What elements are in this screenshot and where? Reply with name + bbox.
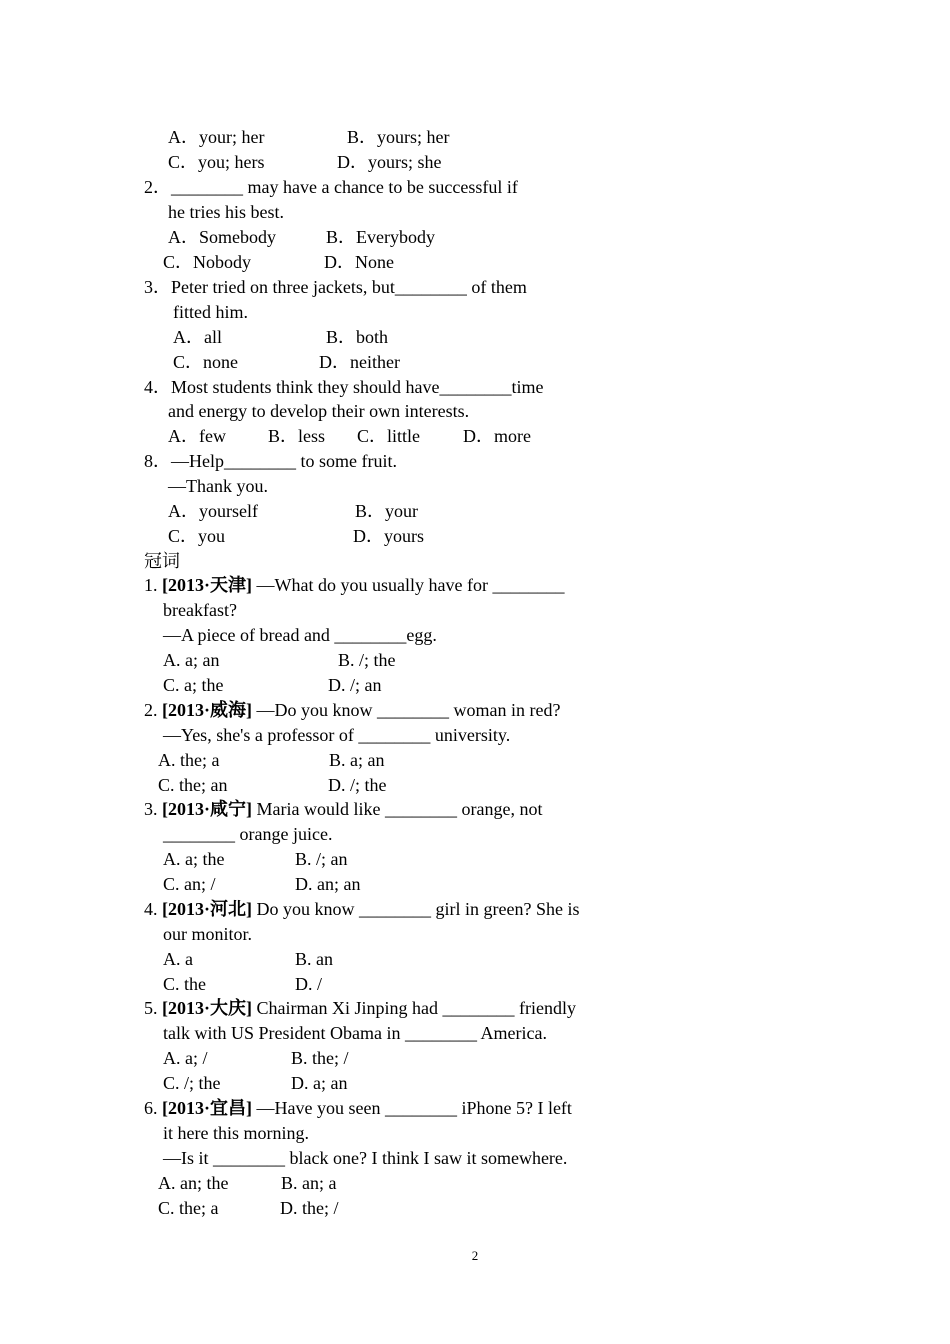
question-stem-cont: —A piece of bread and ________egg. (163, 625, 437, 645)
question-stem: 4. [2013·河北] Do you know ________ girl in green? She is (144, 899, 580, 919)
option-a: A．few (168, 426, 226, 446)
option-c: C．none (173, 352, 238, 372)
question-stem: 4．Most students think they should have________time (144, 377, 544, 397)
option-a: A. a (163, 949, 193, 969)
question-stem-cont: breakfast? (163, 600, 237, 620)
option-a: A. a; / (163, 1048, 208, 1068)
option-d: D．more (463, 426, 531, 446)
question-stem: 5. [2013·大庆] Chairman Xi Jinping had ________ friendly (144, 998, 576, 1018)
source-tag: [2013·威海] (162, 700, 252, 720)
option-b: B. a; an (329, 750, 385, 770)
question-stem-cont: —Thank you. (168, 476, 268, 496)
question-stem-cont: and energy to develop their own interests. (168, 401, 470, 421)
option-a: A. a; an (163, 650, 220, 670)
option-d: D. the; / (280, 1198, 339, 1218)
option-c: C．you (168, 526, 226, 546)
option-b: B. an (295, 949, 333, 969)
option-d: D．None (324, 252, 394, 272)
option-b: B．yours; her (347, 127, 450, 147)
option-d: D. /; the (328, 775, 387, 795)
option-b: B．your (355, 501, 418, 521)
section-heading: 冠词 (144, 551, 180, 571)
source-tag: [2013·天津] (162, 575, 252, 595)
option-b: B. the; / (291, 1048, 349, 1068)
option-c: C. an; / (163, 874, 216, 894)
option-b: B．Everybody (326, 227, 435, 247)
option-d: D. / (295, 974, 322, 994)
option-b: B. /; the (338, 650, 396, 670)
option-a: A. a; the (163, 849, 225, 869)
question-stem-cont: talk with US President Obama in ________ America. (163, 1023, 547, 1043)
question-stem-cont: —Is it ________ black one? I think I saw it somewhere. (163, 1148, 568, 1168)
option-b: B．both (326, 327, 389, 347)
question-stem: 2. [2013·威海] —Do you know ________ woman in red? (144, 700, 561, 720)
source-tag: [2013·河北] (162, 899, 252, 919)
question-stem: 3. [2013·咸宁] Maria would like ________ orange, not (144, 799, 543, 819)
question-stem: 2．________ may have a chance to be successful if (144, 177, 518, 197)
option-a: A．yourself (168, 501, 258, 521)
option-c: C. the; an (158, 775, 228, 795)
option-d: D. a; an (291, 1073, 348, 1093)
source-tag: [2013·宜昌] (162, 1098, 252, 1118)
option-d: D．neither (319, 352, 400, 372)
option-b: B. /; an (295, 849, 348, 869)
question-stem: 1. [2013·天津] —What do you usually have for ________ (144, 575, 565, 595)
page-number: 2 (471, 1248, 479, 1263)
option-d: D．yours; she (337, 152, 442, 172)
option-c: C．Nobody (163, 252, 252, 272)
option-a: A．your; her (168, 127, 265, 147)
option-a: A．all (173, 327, 222, 347)
option-d: D. /; an (328, 675, 382, 695)
option-b: B．less (268, 426, 326, 446)
option-c: C. a; the (163, 675, 224, 695)
option-a: A. an; the (158, 1173, 229, 1193)
option-c: C. the; a (158, 1198, 219, 1218)
question-stem-cont: he tries his best. (168, 202, 284, 222)
question-stem-cont: our monitor. (163, 924, 252, 944)
source-tag: [2013·大庆] (162, 998, 252, 1018)
question-stem-cont: ________ orange juice. (163, 824, 333, 844)
option-a: A．Somebody (168, 227, 276, 247)
source-tag: [2013·咸宁] (162, 799, 252, 819)
option-b: B. an; a (281, 1173, 337, 1193)
question-stem: 6. [2013·宜昌] —Have you seen ________ iPhone 5? I left (144, 1098, 572, 1118)
option-a: A. the; a (158, 750, 220, 770)
question-stem-cont: fitted him. (173, 302, 248, 322)
option-c: C. /; the (163, 1073, 221, 1093)
question-stem: 8．—Help________ to some fruit. (144, 451, 397, 471)
option-c: C．little (357, 426, 420, 446)
question-stem-cont: it here this morning. (163, 1123, 309, 1143)
option-c: C. the (163, 974, 206, 994)
question-stem-cont: —Yes, she's a professor of ________ university. (163, 725, 511, 745)
option-c: C．you; hers (168, 152, 265, 172)
option-d: D．yours (353, 526, 424, 546)
option-d: D. an; an (295, 874, 361, 894)
question-stem: 3．Peter tried on three jackets, but________ of them (144, 277, 527, 297)
